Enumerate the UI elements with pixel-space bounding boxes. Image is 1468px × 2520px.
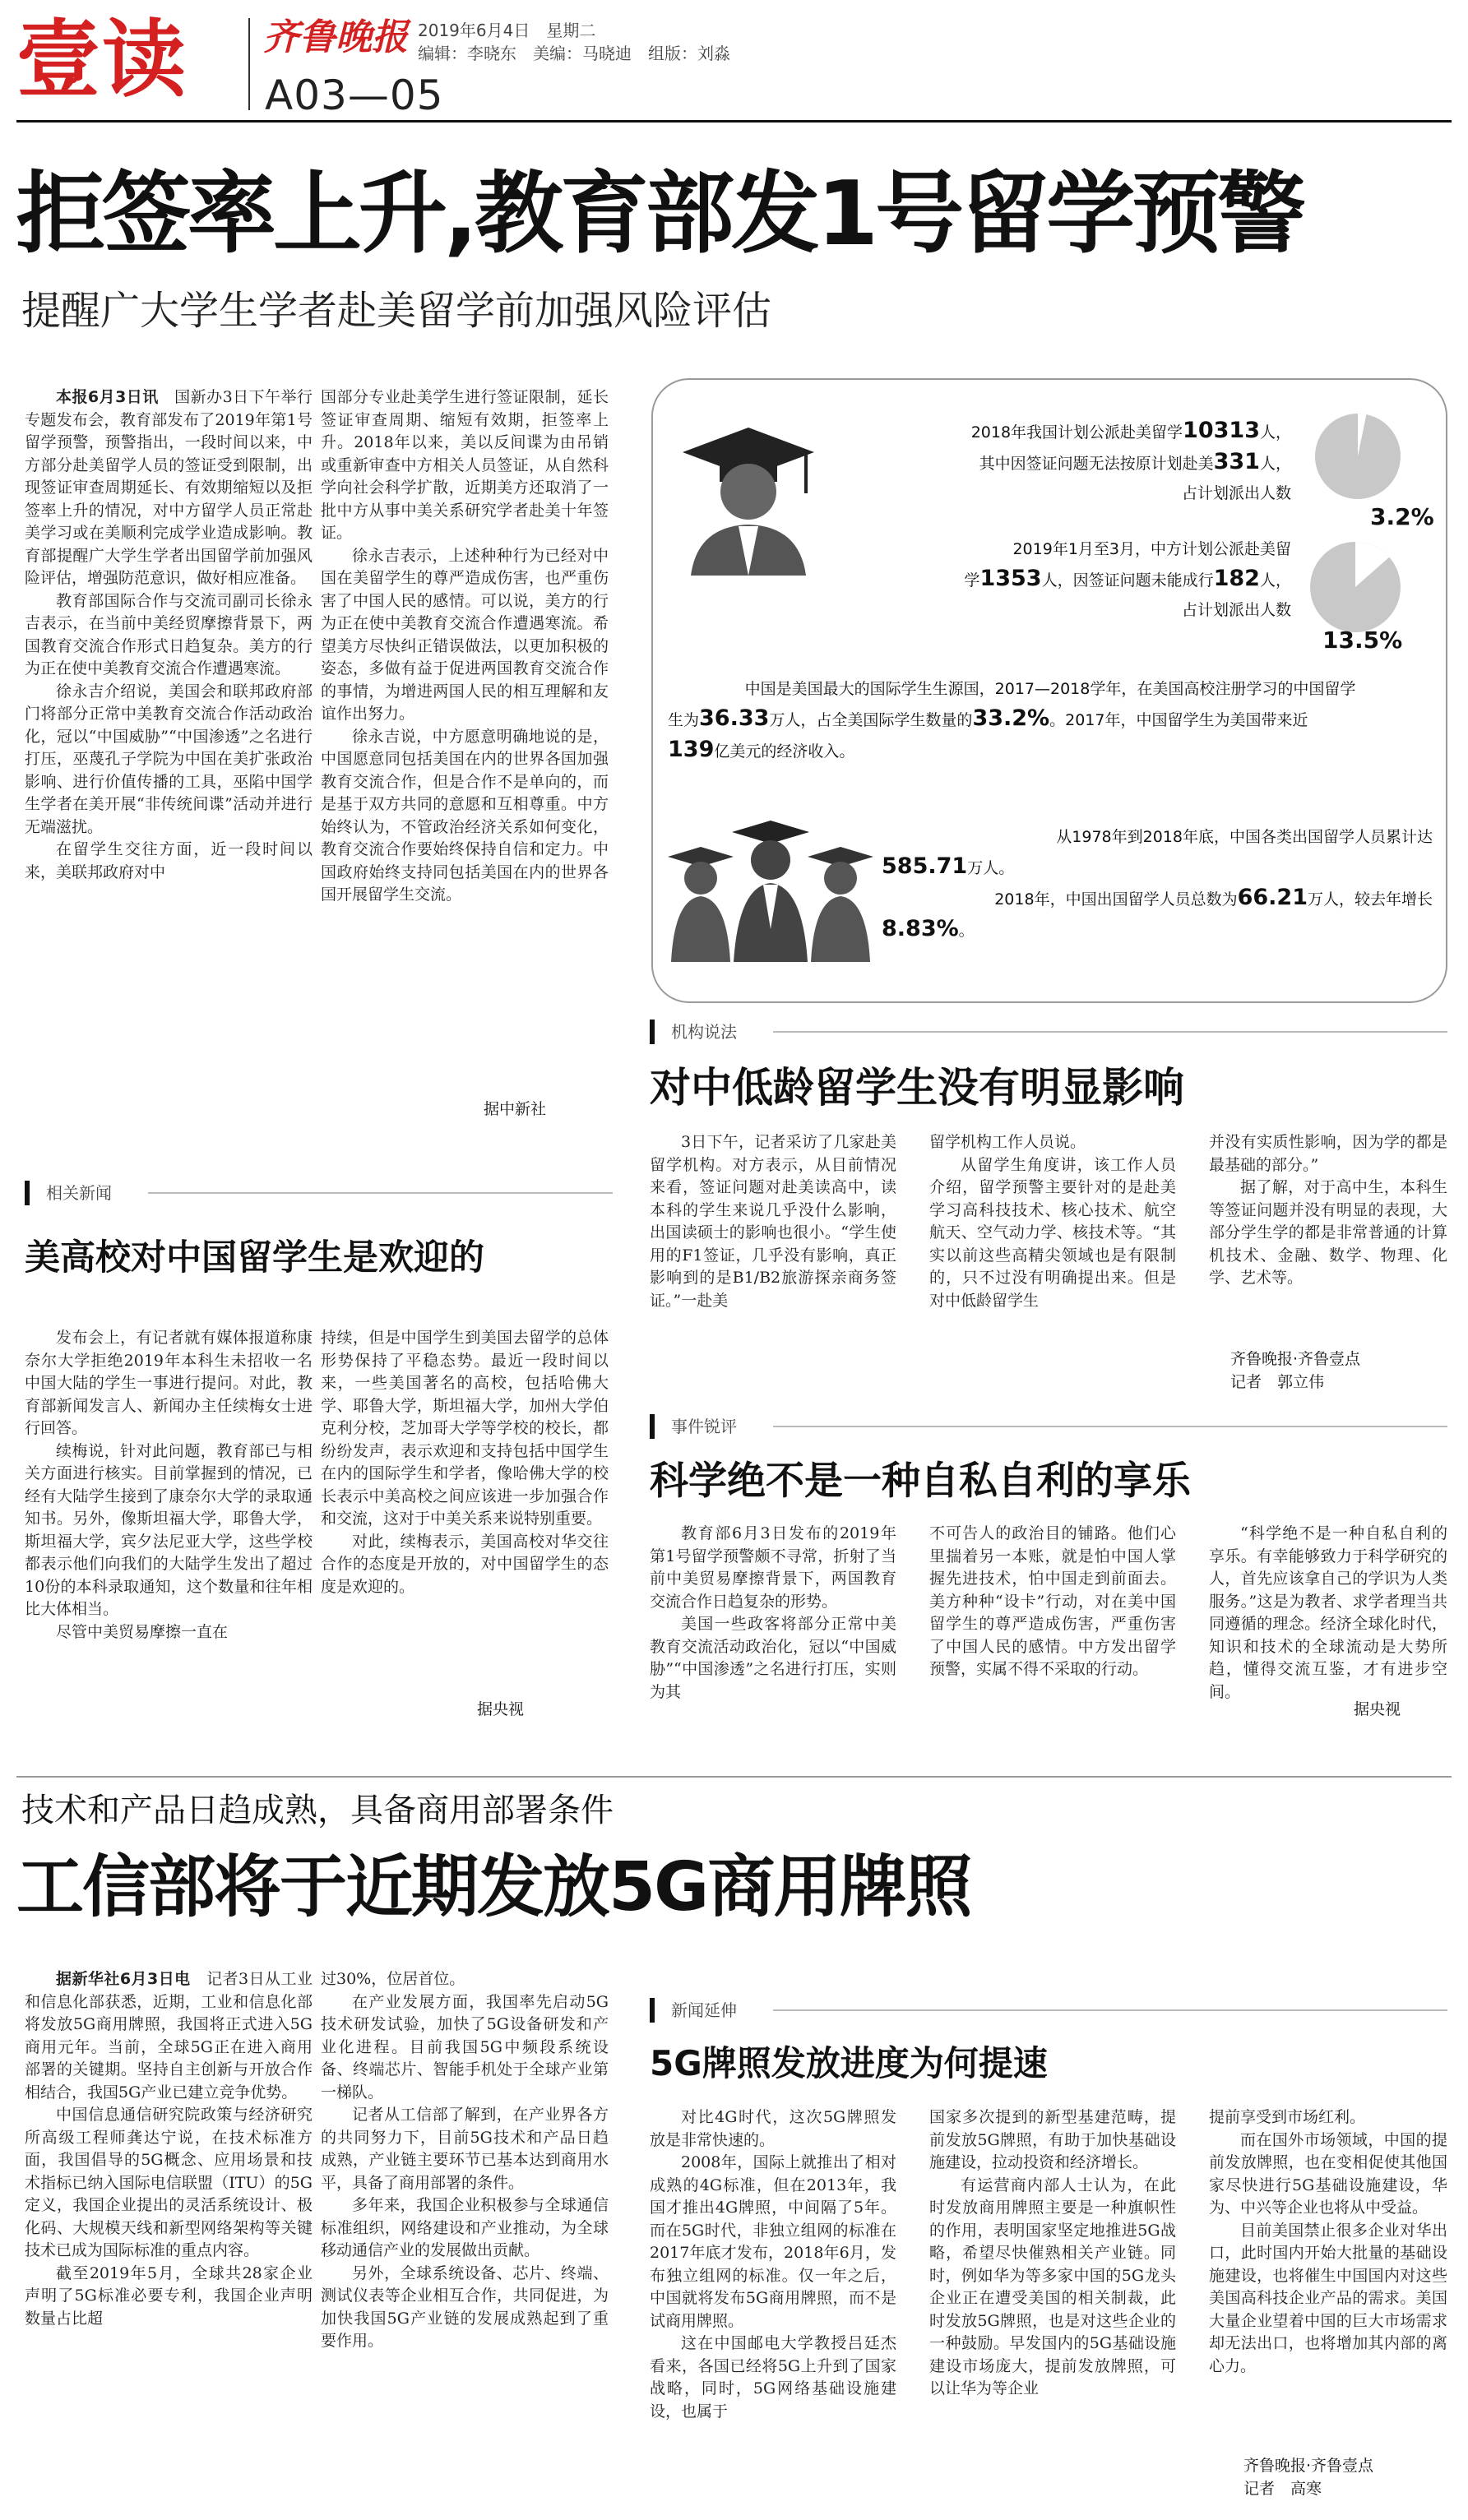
lead-col1-b: 教育部国际合作与交流司副司长徐永吉表示，在当前中美经贸摩擦背景下，两国教育交流合作形式日趋复杂。美方的行为正在使中美教育交流合作遭遇寒流。 — [25, 591, 313, 677]
masthead-divider — [248, 18, 250, 110]
article3-column-1: 发布会上，有记者就有媒体报道称康奈尔大学拒绝2019年本科生未招收一名中国大陆的学生一事进行提问。对此，教育部新闻发言人、新闻办主任续梅女士进行回答。 续梅说，针对此问题，教育部已与相关方面进行核实。目前掌握到的情况，已经有大陆学生接到了康奈尔大学的录取通知书。另外，像斯坦福大学，耶鲁大学，斯坦福大学，宾夕法尼亚大学，这些学校都表示他们向我们的大陆学生发出了超过10份的本科录取通知，这个数量和往年相比大体相当。 尽管中美贸易摩擦一直在 — [25, 1329, 313, 1641]
lower-column-1: 据新华社6月3日电 记者3日从工业和信息化部获悉，近期，工业和信息化部将发放5G商用牌照，我国将正式进入5G商用元年。当前，全球5G正在进入商用部署的关键期。坚持自主创新与开放合作相结合，我国5G产业已建立竞争优势。 中国信息通信研究院政策与经济研究所高级工程师龚达宁说，在技术标准方面，我国倡导的5G概念、应用场景和技术指标已纳入国际电信联盟（ITU）的5G定义，我国企业提出的灵活系统设计、极化码、大规模天线和新型网络架构等关键技术已成为国际标准的重点内容。 截至2019年5月，全球共28家企业声明了5G标准必要专利，我国企业声明数量占比超 — [25, 1970, 313, 2328]
article5-column-3: 提前享受到市场红利。 而在国外市场领域，中国的提前发放牌照，也在变相促使其他国家尽快进行5G基础设施建设，华为、中兴等企业也将从中受益。 目前美国禁止很多企业对华出口，此时国内开始大批量的基础设施建设，也将催生中国国内对这些美国高科技企业产品的需求。美国大量企业望着中国的巨大市场需求却无法出口，也将增加其内部的离心力。 — [1209, 2108, 1447, 2375]
lower-kicker: 技术和产品日趋成熟，具备商用部署条件 — [21, 1792, 614, 1829]
article2-byline-2: 记者 郭立伟 — [1230, 1373, 1325, 1391]
planned-2018-number: 10313 — [1183, 418, 1260, 443]
article4-tag: 事件锐评 — [650, 1414, 737, 1439]
info-block-4: 从1978年到2018年底，中国各类出国留学人员累计达 585.71万人。 2018年，中国出国留学人员总数为66.21万人，较去年增长 8.83%。 — [882, 828, 1433, 941]
article4-source: 据央视 — [1354, 1700, 1401, 1718]
staff-credits: 编辑：李晓东 美编：马晓迪 组版：刘淼 — [418, 44, 730, 63]
section-title: 壹读 — [16, 12, 188, 109]
info-block-1: 2018年我国计划公派赴美留学10313人， 其中因签证问题无法按原计划赴美331人， 占计划派出人数 — [970, 418, 1291, 502]
article5-column-1: 对比4G时代，这次5G牌照发放是非常快速的。 2008年，国际上就推出了相对成熟的4G标准，但在2013年，我国才推出4G牌照，中间隔了5年。而在5G时代，非独立组网的标准在2017年底才发布，2018年6月，发布独立组网的标准。仅一年之后，中国就将发布5G商用牌照，而不是试商用牌照。 这在中国邮电大学教授吕廷杰看来，各国已经将5G上升到了国家战略，同时，5G网络基础设施建设，也属于 — [650, 2108, 896, 2421]
info-block-3: 中国是美国最大的国际学生生源国，2017—2018学年，在美国高校注册学习的中国留学 生为36.33万人，占全美国际学生数量的33.2%。2017年，中国留学生为美国带来近 139亿美元的经济收入。 — [668, 680, 1356, 762]
denied-2018-number: 331 — [1213, 449, 1260, 474]
article5-tag-line — [773, 2009, 1447, 2011]
article2-tag: 机构说法 — [650, 1020, 737, 1044]
article2-byline-1: 齐鲁晚报·齐鲁壹点 — [1230, 1350, 1361, 1368]
article3-title: 美高校对中国留学生是欢迎的 — [25, 1237, 484, 1278]
article4-column-3: “科学绝不是一种自私自利的享乐。有幸能够致力于科学研究的人，首先应该拿自己的学识为人类服务。”这是为教者、求学者理当共同遵循的理念。经济全球化时代，知识和技术的全球流动是大势所趋，懂得交流互鉴，才有进步空间。 — [1209, 1524, 1447, 1701]
article2-tag-line — [773, 1031, 1447, 1033]
planned-2019-number: 1353 — [979, 566, 1042, 591]
mortarboard-icon — [732, 821, 809, 844]
lead-source: 据中新社 — [484, 1100, 547, 1118]
lead-col2-a: 国部分专业赴美学生进行签证限制，延长签证审查周期、缩短有效期，拒签率上升。2018年以来，美以反间谍为由吊销或重新审查中方相关人员签证，从自然科学向社会科学扩散，近期美方还取消了一批中方从事中美关系研究学者赴美十年签证。 — [321, 388, 609, 542]
graduates-group-figure — [668, 814, 873, 962]
article3-column-2: 持续，但是中国学生到美国去留学的总体形势保持了平稳态势。最近一段时间以来，一些美国著名的高校，包括哈佛大学、耶鲁大学，斯坦福大学，加州大学伯克利分校，芝加哥大学等学校的校长，都纷纷发声，表示欢迎和支持包括中国学生在内的国际学生和学者，像哈佛大学的校长表示中美高校之间应该进一步加强合作和交流，这对于中美关系来说特别重要。 对此，续梅表示，美国高校对华交往合作的态度是开放的，对中国留学生的态度是欢迎的。 — [321, 1329, 609, 1596]
denied-2019-number: 182 — [1213, 566, 1260, 591]
article3-tag-line — [148, 1192, 613, 1194]
graduate-figure — [674, 411, 822, 576]
article2-column-3: 并没有实质性影响，因为学的都是最基础的部分。” 据了解，对于高中生，本科生等签证问题并没有明显的表现，大部分学生学的都是非常普通的计算机技术、金融、数学、物理、化学、艺术等。 — [1209, 1133, 1447, 1287]
article4-column-2: 不可告人的政治目的铺路。他们心里揣着另一本账，就是怕中国人掌握先进技术，怕中国走到前面去。美方种种“设卡”行动，对在美中国留学生的尊严造成伤害，严重伤害了中国人民的感情。中方发出留学预警，实属不得不采取的行动。 — [929, 1524, 1176, 1678]
cumulative-number: 585.71 — [882, 853, 968, 879]
lead-col1-c: 徐永吉介绍说，美国会和联邦政府部门将部分正常中美教育交流合作活动政治化，冠以“中国威胁”“中国渗透”之名进行打压，巫蔑孔子学院为中国在美扩张政治影响、进行价值传播的工具，巫陷中国学生学者在美开展“非传统间谍”活动并进行无端滋扰。 — [25, 682, 313, 836]
lead-column-1 — [25, 386, 313, 1126]
article2-column-1: 3日下午，记者采访了几家赴美留学机构。对方表示，从目前情况来看，签证问题对赴美读高中，读本科的学生来说几乎没什么影响，出国读硕士的影响也很小。“学生使用的F1签证，几乎没有影响，真正影响到的是B1/B2旅游探亲商务签证。”一赴美 — [650, 1133, 896, 1310]
article5-byline-2: 记者 高寒 — [1243, 2480, 1322, 2498]
info-block-2: 2019年1月至3月，中方计划公派赴美留 学1353人，因签证问题未能成行182人， 占计划派出人数 — [964, 540, 1291, 619]
lead-col1-d: 在留学生交往方面，近一段时间以来，美联邦政府对中 — [25, 840, 313, 881]
article4-title: 科学绝不是一种自私自利的享乐 — [650, 1459, 1191, 1504]
lower-column-2: 过30%，位居首位。 在产业发展方面，我国率先启动5G技术研发试验，加快了5G设备研发和产业化进程。目前我国5G中频段系统设备、终端芯片、智能手机处于全球产业第一梯队。 记者从工信部了解到，在产业界各方的共同努力下，目前5G技术和产品日趋成熟，产业链主要环节已基本达到商用水平，具备了商用部署的条件。 多年来，我国企业积极参与全球通信标准组织，网络建设和产业推动，为全球移动通信产业的发展做出贡献。 另外，全球系统设备、芯片、终端、测试仪表等企业相互合作，共同促进，为加快我国5G产业链的发展成熟起到了重要作用。 — [321, 1970, 609, 2350]
article5-title: 5G牌照发放进度为何提速 — [650, 2043, 1048, 2083]
article5-tag: 新闻延伸 — [650, 1998, 737, 2023]
lead-col2-b: 徐永吉表示，上述种种行为已经对中国在美留学生的尊严造成伤害，也严重伤害了中国人民的感情。可以说，美方的行为正在使中美教育交流合作遭遇寒流。希望美方尽快纠正错误做法，以更加积极的姿态，多做有益于促进两国教育交流合作的事情，为增进两国人民的相互理解和友谊作出努力。 — [321, 546, 609, 723]
growth-number: 8.83% — [882, 916, 959, 941]
pie-chart-1 — [1313, 411, 1403, 502]
share-number: 33.2% — [972, 705, 1050, 731]
lead-col1-a: 国新办3日下午举行专题发布会，教育部发布了2019年第1号留学预警，预警指出，一段时间以来，中方部分赴美留学人员的签证受到限制，出现签证审查周期延长、有效期缩短以及拒签率上升的情况，对中方留学人员正常赴美学习或在美顺利完成学业造成影响。教育部提醒广大学生学者出国留学前加强风险评估，增强防范意识，做好相应准备。 — [25, 388, 313, 587]
income-number: 139 — [668, 737, 715, 762]
students-number: 36.33 — [699, 705, 770, 731]
article4-column-1: 教育部6月3日发布的2019年第1号留学预警颇不寻常，折射了当前中美贸易摩擦背景下，两国教育交流合作日趋复杂的形势。 美国一些政客将部分正常中美教育交流活动政治化，冠以“中国威胁”“中国渗透”之名进行打压，实则为其 — [650, 1524, 896, 1701]
article3-source: 据央视 — [477, 1700, 525, 1718]
article2-title: 对中低龄留学生没有明显影响 — [650, 1064, 1184, 1112]
page-number: A03—05 — [265, 72, 444, 119]
issue-date: 2019年6月4日 星期二 — [418, 21, 596, 40]
article5-byline-1: 齐鲁晚报·齐鲁壹点 — [1243, 2457, 1374, 2475]
lead-column-2 — [321, 386, 609, 1118]
lower-dateline: 据新华社6月3日电 — [56, 1970, 191, 1988]
lead-col2-c: 徐永吉说，中方愿意明确地说的是，中国愿意同包括美国在内的世界各国加强教育交流合作，但是合作不是单向的，而是基于双方共同的意愿和互相尊重。中方始终认为，不管政治经济关系如何变化，教育交流合作要始终保持自信和定力。中国政府始终支持同包括美国在内的世界各国开展留学生交流。 — [321, 727, 609, 904]
article4-tag-line — [773, 1426, 1447, 1427]
section-divider — [16, 1776, 1452, 1778]
lead-subhead: 提醒广大学生学者赴美留学前加强风险评估 — [21, 288, 772, 334]
masthead-rule — [16, 120, 1452, 123]
lower-headline: 工信部将于近期发放5G商用牌照 — [16, 1848, 971, 1926]
paper-logo: 齐鲁晚报 — [263, 16, 408, 58]
pie-1-label: 3.2% — [1370, 503, 1434, 530]
total-2018-number: 66.21 — [1237, 885, 1308, 910]
article5-column-2: 国家多次提到的新型基建范畴，提前发放5G牌照，有助于加快基础设施建设，拉动投资和经济增长。 有运营商内部人士认为，在此时发放商用牌照主要是一种旗帜性的作用，表明国家坚定地推进5G战略，希望尽快催熟相关产业链。同时，例如华为等多家中国的5G龙头企业正在遭受美国的相关制裁，此时发放5G牌照，也是对这些企业的一种鼓励。早发国内的5G基础设施建设市场庞大，提前发放牌照，可以让华为等企业 — [929, 2108, 1176, 2397]
masthead — [0, 0, 1468, 132]
lead-dateline: 本报6月3日讯 — [56, 388, 159, 406]
pie-2-label: 13.5% — [1322, 627, 1403, 654]
article3-tag: 相关新闻 — [25, 1181, 112, 1205]
lead-headline: 拒签率上升,教育部发1号留学预警 — [16, 163, 1304, 266]
pie-chart-2 — [1308, 539, 1403, 635]
article2-column-2: 留学机构工作人员说。 从留学生角度讲，该工作人员介绍，留学预警主要针对的是赴美学习高科技技术、核心技术、航空航天、空气动力学、核技术等。“其实以前这些高精尖领域也是有限制的，只不过没有明确提出来。但是对中低龄留学生 — [929, 1133, 1176, 1310]
